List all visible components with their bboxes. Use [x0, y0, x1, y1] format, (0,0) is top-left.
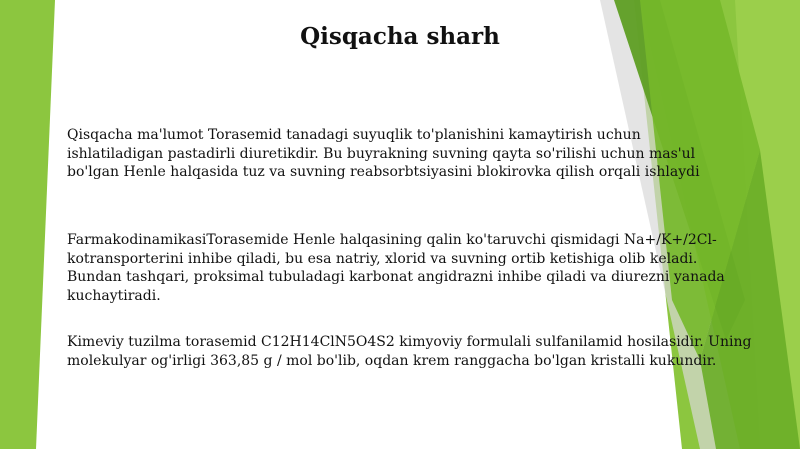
paragraph-chemical-structure: Kimeviy tuzilma torasemid C12H14ClN5O4S2 kimyoviy formulali sulfanilamid hosilasidir. Uning molekulyar og'irligi 363,85 g / mol bo'lib, oqdan krem ranggacha bo'lgan kristalli kukundir. — [67, 334, 752, 369]
slide-title: Qisqacha sharh — [300, 23, 500, 50]
paragraph-summary: Qisqacha ma'lumot Torasemid tanadagi suyuqlik to'planishini kamaytirish uchun ishlatiladigan pastadirli diuretikdir. Bu buyrakning suvning qayta so'rilishi uchun mas'ul bo'lgan Henle halqasida tuz va suvning reabsorbtsiyasini blokirovka qilish orqali ishlaydi — [67, 127, 700, 180]
paragraph-pharmacodynamics: FarmakodinamikasiTorasemide Henle halqasining qalin ko'taruvchi qismidagi Na+/K+/2Cl- kotransporterini inhibe qiladi, bu esa natriy, xlorid va suvning ortib ketishiga olib keladi. Bundan tashqari, proksimal tubuladagi karbonat angidrazni inhibe qiladi va diurezni yanada kuchaytiradi. — [67, 232, 725, 304]
